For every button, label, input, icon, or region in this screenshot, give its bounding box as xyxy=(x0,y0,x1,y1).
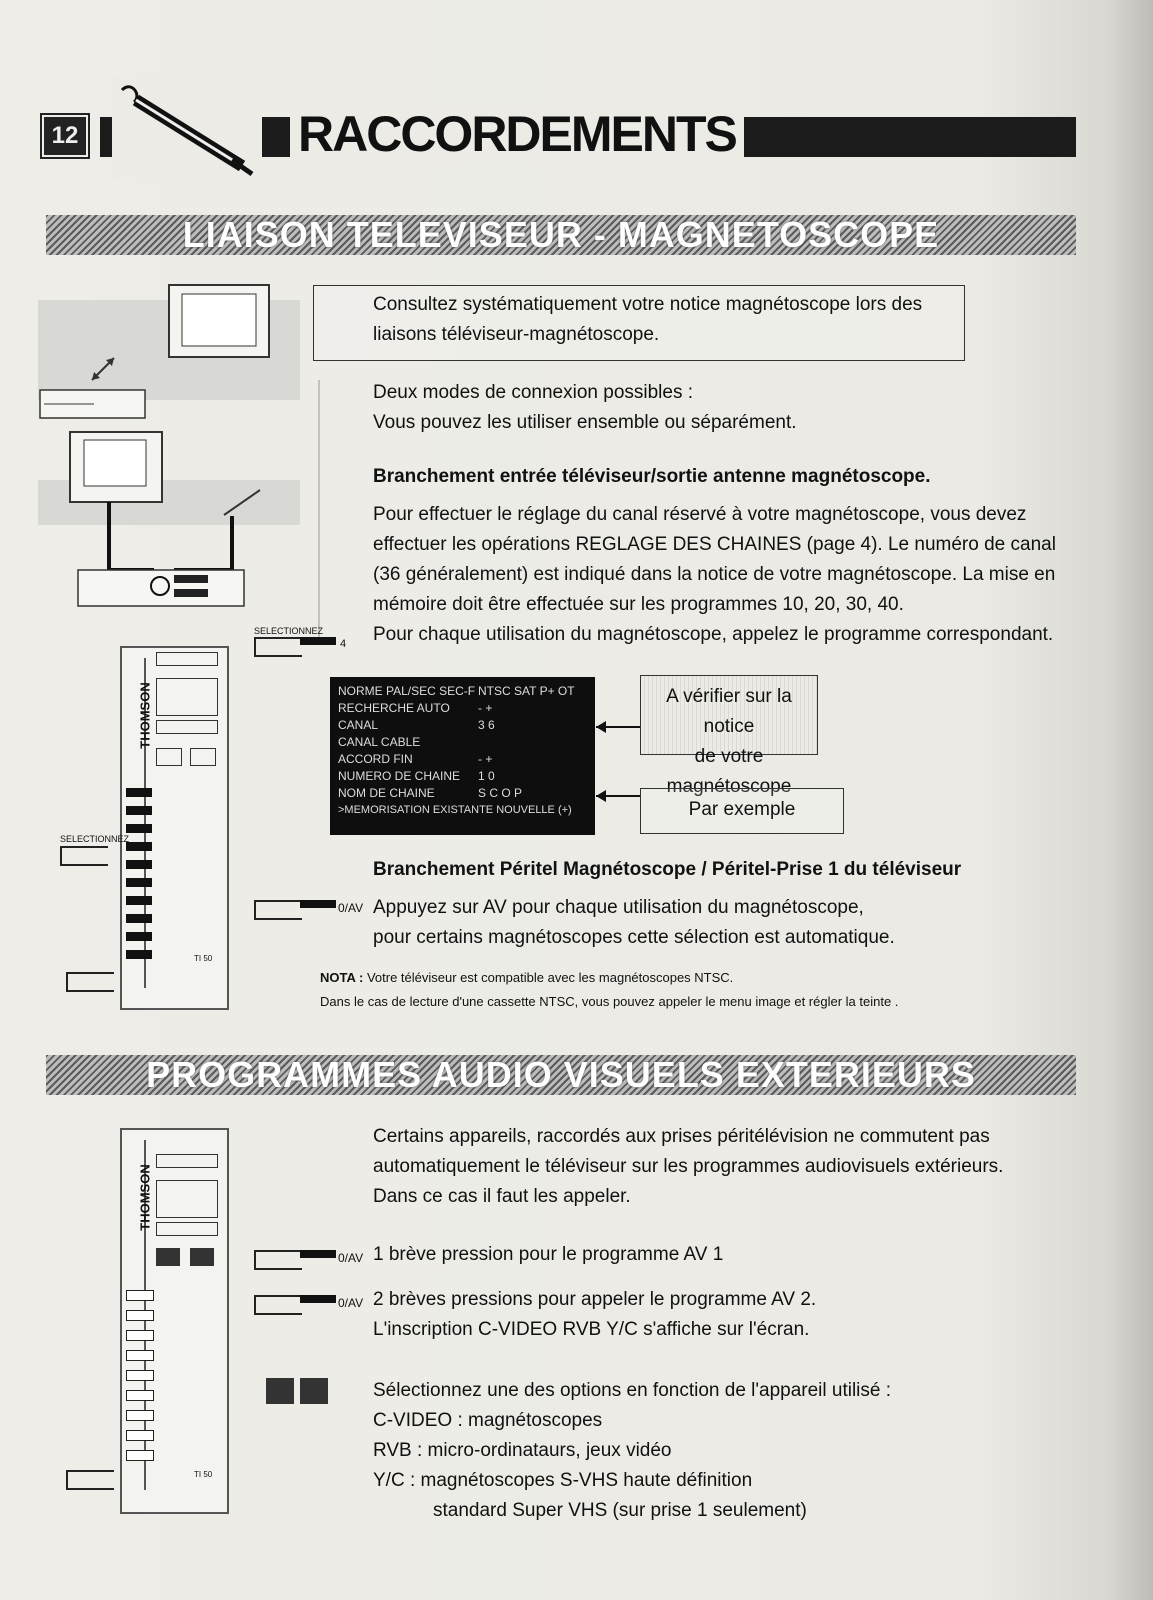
key-av-label: 0/AV xyxy=(338,1296,364,1310)
para1-line5: Pour chaque utilisation du magnétoscope, appelez le programme correspondant. xyxy=(373,624,1054,645)
remote-control xyxy=(120,1128,229,1514)
step-2-note: L'inscription C-VIDEO RVB Y/C s'affiche sur l'écran. xyxy=(373,1319,810,1340)
option-yc: Y/C : magnétoscopes S-VHS haute définition xyxy=(373,1470,753,1491)
tv-vcr-connection-illustration xyxy=(34,280,304,610)
arrow-head-icon xyxy=(596,790,606,802)
option-yc-note: standard Super VHS (sur prise 1 seulement) xyxy=(433,1500,807,1521)
button-indicator xyxy=(300,900,336,908)
heading-antenna: Branchement entrée téléviseur/sortie antenne magnétoscope. xyxy=(373,466,931,487)
option-cvideo: C-VIDEO : magnétoscopes xyxy=(373,1410,603,1431)
option-rvb: RVB : micro-ordinataurs, jeux vidéo xyxy=(373,1440,672,1461)
button-indicator xyxy=(300,1295,336,1303)
hand-pointer-icon xyxy=(254,1295,302,1315)
remote-model: TI 50 xyxy=(194,954,213,963)
callout-box-example: Par exemple xyxy=(640,788,844,834)
remote-control xyxy=(120,646,229,1010)
para1-line3: (36 généralement) est indiqué dans la notice de votre magnétoscope. La mise en xyxy=(373,564,1056,585)
hand-pointer-icon xyxy=(66,972,114,992)
remote-brand: THOMSON xyxy=(137,682,153,749)
page-number: 12 xyxy=(44,117,86,155)
callout-box-notice: A vérifier sur la notice de votre magnétoscope xyxy=(640,675,818,755)
hand-pointer-icon xyxy=(254,900,302,920)
remote-model: TI 50 xyxy=(194,1470,213,1479)
hand-pointer-icon xyxy=(254,1250,302,1270)
arrow-head-icon xyxy=(596,721,606,733)
section-title-programmes: PROGRAMMES AUDIO VISUELS EXTERIEURS xyxy=(146,1054,976,1095)
remote-brand: THOMSON xyxy=(137,1164,153,1231)
nota-line1: NOTA : Votre téléviseur est compatible avec les magnétoscopes NTSC. xyxy=(320,970,734,985)
section2-para-line1: Certains appareils, raccordés aux prises péritélévision ne commutent pas xyxy=(373,1126,990,1147)
hand-pointer-icon xyxy=(60,846,108,866)
section2-para-line2: automatiquement le téléviseur sur les programmes audiovisuels extérieurs. xyxy=(373,1156,1004,1177)
key-av-label: 0/AV xyxy=(338,901,364,915)
button-indicator xyxy=(300,637,336,645)
step-1: 1 brève pression pour le programme AV 1 xyxy=(373,1244,724,1265)
step-2: 2 brèves pressions pour appeler le programme AV 2. xyxy=(373,1289,817,1310)
arrow-left-button-icon xyxy=(266,1378,294,1404)
nota-line2: Dans le cas de lecture d'une cassette NTSC, vous pouvez appeler le menu image et régler la teinte . xyxy=(320,994,899,1009)
options-intro: Sélectionnez une des options en fonction de l'appareil utilisé : xyxy=(373,1380,892,1401)
cable-plug-icon xyxy=(112,78,262,178)
section-banner-programmes xyxy=(46,1055,1076,1095)
para1-line1: Pour effectuer le réglage du canal réservé à votre magnétoscope, vous devez xyxy=(373,504,1027,525)
select-label: SELECTIONNEZ xyxy=(254,626,324,636)
modes-line-1: Deux modes de connexion possibles : xyxy=(373,382,694,403)
page-title: RACCORDEMENTS xyxy=(290,104,744,164)
para2-line1: Appuyez sur AV pour chaque utilisation du magnétoscope, xyxy=(373,897,864,918)
hand-pointer-icon xyxy=(66,1470,114,1490)
select-label-2: SELECTIONNEZ xyxy=(60,834,130,844)
section-title-liaison: LIAISON TELEVISEUR - MAGNETOSCOPE xyxy=(182,214,940,255)
arrow-right-button-icon xyxy=(300,1378,328,1404)
section-banner-liaison xyxy=(46,215,1076,255)
button-indicator xyxy=(300,1250,336,1258)
para1-line2: effectuer les opérations REGLAGE DES CHAINES (page 4). Le numéro de canal xyxy=(373,534,1056,555)
select-key: 4 xyxy=(340,638,347,650)
osd-menu: NORME PAL/SEC SEC-F NTSC SAT P+ OT RECHERCHE AUTO - + CANAL 3 6 CANAL CABLE ACCORD FIN - + NUMERO DE CHAINE 1 0 NOM DE CHAINE S C O P >MEMORISATION EXISTANTE NOUVELLE (+) xyxy=(330,677,595,835)
heading-peritel: Branchement Péritel Magnétoscope / Péritel-Prise 1 du téléviseur xyxy=(373,859,962,880)
hand-pointer-icon xyxy=(254,637,302,657)
section2-para-line3: Dans ce cas il faut les appeler. xyxy=(373,1186,631,1207)
para1-line4: mémoire doit être effectuée sur les programmes 10, 20, 30, 40. xyxy=(373,594,904,615)
divider xyxy=(318,380,320,640)
para2-line2: pour certains magnétoscopes cette sélection est automatique. xyxy=(373,927,895,948)
notice-text: Consultez systématiquement votre notice magnétoscope lors des liaisons téléviseur-magnétoscope. xyxy=(373,294,923,345)
key-av-label: 0/AV xyxy=(338,1251,364,1265)
modes-line-2: Vous pouvez les utiliser ensemble ou séparément. xyxy=(373,412,797,433)
